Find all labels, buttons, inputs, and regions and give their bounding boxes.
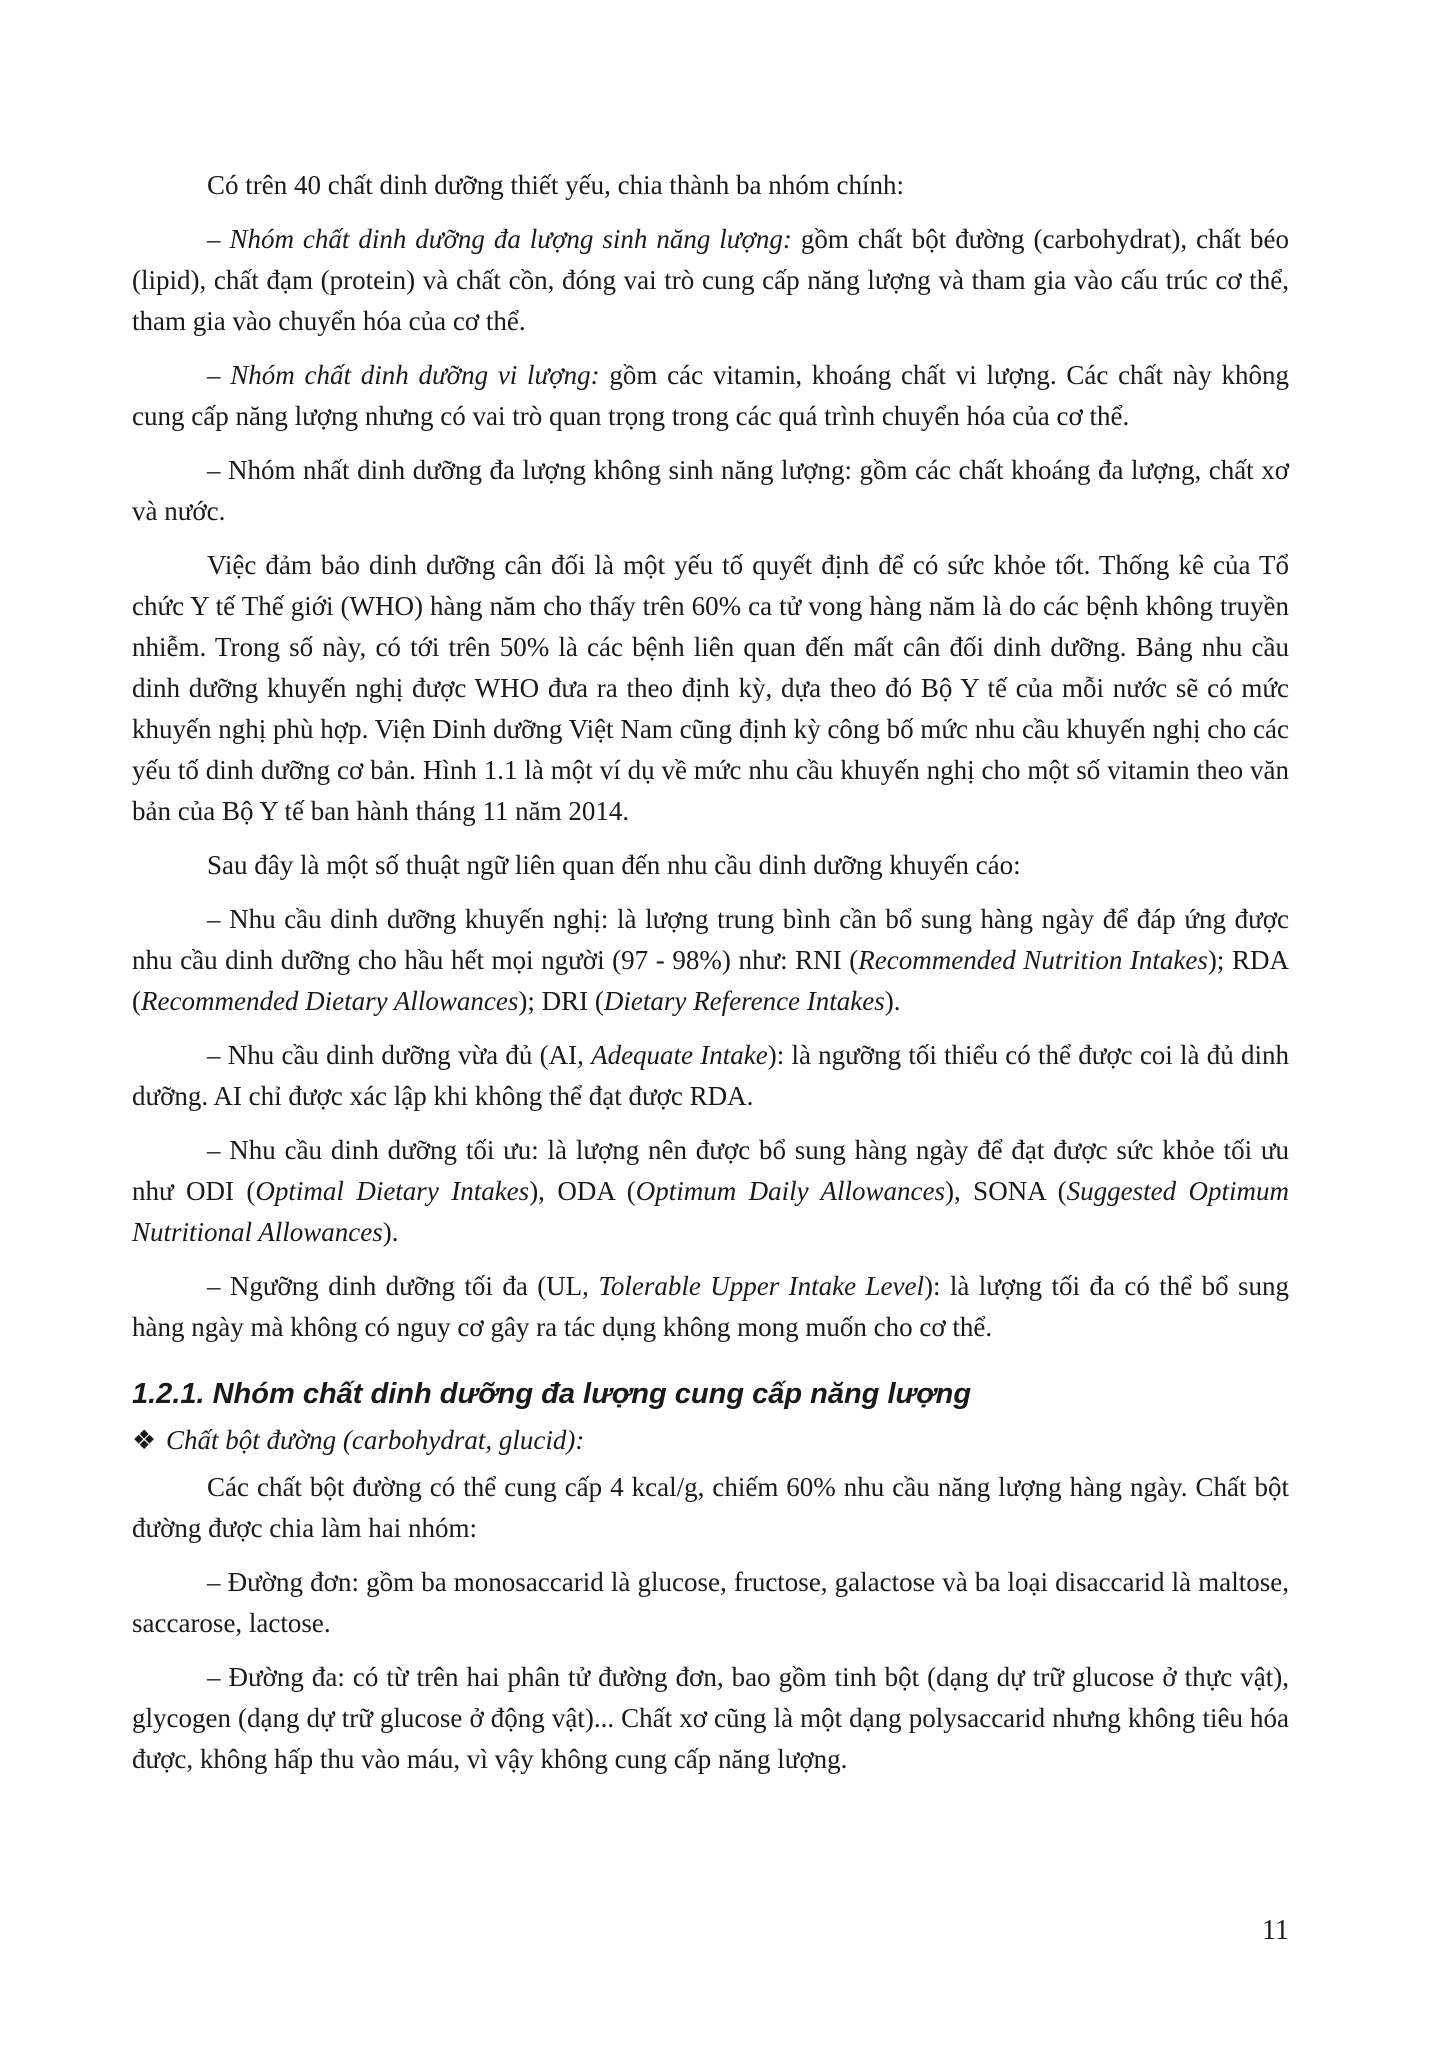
group-item-macro-energy: [132, 219, 1289, 342]
term-recommended: [132, 899, 1289, 1022]
term-text: ): là ngưỡng tối thiểu có thể được coi là đủ dinh dưỡng. AI chỉ được xác lập khi không thể đạt được RDA.: [132, 1040, 1289, 1111]
group-dash: –: [207, 455, 229, 485]
term-text: – Nhu cầu dinh dưỡng vừa đủ (AI,: [207, 1040, 592, 1070]
group-label: Nhóm chất dinh dưỡng đa lượng sinh năng lượng:: [229, 224, 792, 254]
term-text: ), SONA (: [945, 1176, 1067, 1206]
group-dash: –: [207, 224, 230, 254]
term-italic: Optimum Daily Allowances: [635, 1176, 946, 1206]
term-text: – Nhu cầu dinh dưỡng khuyến nghị: là lượng trung bình cần bổ sung hàng ngày để đáp ứng được nhu cầu dinh dưỡng cho hầu hết mọi người (97 - 98%) như: RNI (: [132, 904, 1289, 975]
terms-intro: Sau đây là một số thuật ngữ liên quan đến nhu cầu dinh dưỡng khuyến cáo:: [207, 850, 1021, 880]
group-dash: –: [207, 360, 231, 390]
term-text: ): là lượng tối đa có thể bổ sung hàng ngày mà không có nguy cơ gây ra tác dụng không mong muốn cho cơ thể.: [132, 1271, 1290, 1342]
term-italic: Suggested Optimum Nutritional Allowances: [132, 1176, 1289, 1247]
carb-paragraph: Các chất bột đường có thể cung cấp 4 kcal/g, chiếm 60% nhu cầu năng lượng hàng ngày. Chất bột đường được chia làm hai nhóm:: [132, 1472, 1289, 1543]
who-paragraph: Việc đảm bảo dinh dưỡng cân đối là một yếu tố quyết định để có sức khỏe tốt. Thống kê của Tổ chức Y tế Thế giới (WHO) hàng năm cho thấy trên 60% ca tử vong hàng năm là do các bệnh không truyền nhiễm. Trong số này, có tới trên 50% là các bệnh liên quan đến mất cân đối dinh dưỡng. Bảng nhu cầu dinh dưỡng khuyến nghị được WHO đưa ra theo định kỳ, dựa theo đó Bộ Y tế của mỗi nước sẽ có mức khuyến nghị phù hợp. Viện Dinh dưỡng Việt Nam cũng định kỳ công bố mức nhu cầu khuyến nghị cho các yếu tố dinh dưỡng cơ bản. Hình 1.1 là một ví dụ về mức nhu cầu khuyến nghị cho một số vitamin theo văn bản của Bộ Y tế ban hành tháng 11 năm 2014.: [132, 550, 1289, 826]
group-text: gồm các vitamin, khoáng chất vi lượng. Các chất này không cung cấp năng lượng nhưng có vai trò quan trọng trong các quá trình chuyển hóa của cơ thể.: [132, 360, 1290, 431]
term-italic: Recommended Dietary Allowances: [141, 986, 519, 1016]
term-optimal: [132, 1130, 1289, 1253]
group-item-micro: [132, 355, 1289, 437]
section-heading: 1.2.1. Nhóm chất dinh dưỡng đa lượng cung cấp năng lượng: [132, 1378, 972, 1410]
term-italic: Recommended Nutrition Intakes: [858, 945, 1208, 975]
intro-paragraph: Có trên 40 chất dinh dưỡng thiết yếu, chia thành ba nhóm chính:: [207, 170, 905, 200]
term-italic: Optimal Dietary Intakes: [255, 1176, 530, 1206]
term-text: ); RDA (: [132, 945, 1290, 1016]
carb-item-simple: – Đường đơn: gồm ba monosaccarid là glucose, fructose, galactose và ba loại disaccarid là maltose, saccarose, lactose.: [132, 1567, 1289, 1638]
group-text: Nhóm nhất dinh dưỡng đa lượng không sinh năng lượng: gồm các chất khoáng đa lượng, chất xơ và nước.: [132, 455, 1289, 526]
group-item-macro-nonenergy: [132, 450, 1289, 532]
term-italic: Dietary Reference Intakes: [603, 986, 885, 1016]
group-label: Nhóm chất dinh dưỡng vi lượng:: [230, 360, 600, 390]
term-italic: Adequate Intake: [591, 1040, 768, 1070]
diamond-bullet-icon: ❖: [132, 1425, 157, 1455]
term-text: ); DRI (: [518, 986, 604, 1016]
page-number: 11: [1262, 1915, 1289, 1946]
carb-item-complex: – Đường đa: có từ trên hai phân tử đường đơn, bao gồm tinh bột (dạng dự trữ glucose ở thực vật), glycogen (dạng dự trữ glucose ở động vật)... Chất xơ cũng là một dạng polysaccarid nhưng không tiêu hóa được, không hấp thu vào máu, vì vậy không cung cấp năng lượng.: [132, 1662, 1289, 1774]
subsection-text: Chất bột đường (carbohydrat, glucid):: [166, 1425, 585, 1455]
term-upper-limit: [132, 1266, 1289, 1348]
term-text: ).: [382, 1217, 399, 1247]
term-text: ), ODA (: [529, 1176, 636, 1206]
term-italic: Tolerable Upper Intake Level: [598, 1271, 924, 1301]
group-text: gồm chất bột đường (carbohydrat), chất béo (lipid), chất đạm (protein) và chất cồn, đóng vai trò cung cấp năng lượng và tham gia vào cấu trúc cơ thể, tham gia vào chuyển hóa của cơ thể.: [132, 224, 1290, 336]
term-text: ).: [884, 986, 901, 1016]
term-text: – Nhu cầu dinh dưỡng tối ưu: là lượng nên được bổ sung hàng ngày để đạt được sức khỏe tối ưu như ODI (: [132, 1135, 1289, 1206]
subsection-title: [132, 1420, 1289, 1461]
term-adequate: [132, 1035, 1289, 1117]
term-text: – Ngưỡng dinh dưỡng tối đa (UL,: [207, 1271, 599, 1301]
